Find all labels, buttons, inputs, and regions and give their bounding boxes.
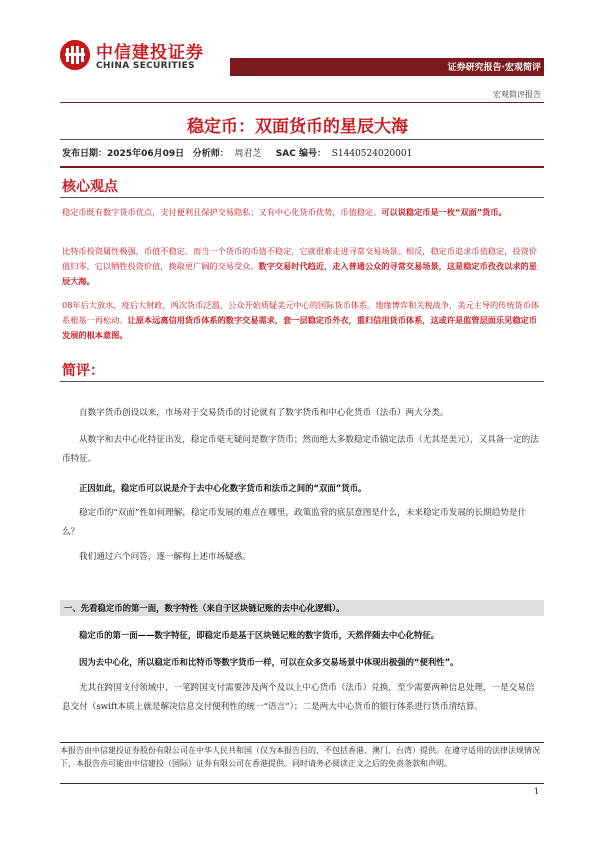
report-type-label: 宏观简评报告 — [493, 90, 541, 99]
core-p1-text: 稳定币既有数字货币优点，支付便利且保护交易隐私；又有中心化货币优势，币值稳定。 — [62, 207, 382, 217]
logo-english-name: CHINA SECURITIES — [96, 61, 195, 71]
logo-chinese-name: 中信建投证券 — [96, 43, 204, 63]
section-1-paragraph-1: 稳定币的第一面——数字特征，即稳定币是基于区块链记账的数字货币，天然伴随去中心化特征。 — [79, 630, 440, 640]
core-paragraph-1 — [62, 205, 542, 220]
core-paragraph-3 — [62, 298, 542, 343]
core-view-heading: 核心观点 — [62, 179, 118, 195]
review-paragraph-5: 我们通过六个问答，逐一解构上述市场疑惑。 — [79, 552, 251, 562]
analyst-name: 周君芝 — [234, 149, 262, 159]
footer-bottom-rule — [60, 783, 544, 784]
header-divider — [60, 102, 544, 103]
review-paragraph-3: 正因如此，稳定币可以说是介于去中心化数字货币和法币之间的“双面”货币。 — [79, 483, 367, 493]
footer-disclaimer: 本报告由中信建投证券股份有限公司在中华人民共和国（仅为本报告目的，不包括香港、澳门、台湾）提供。在遵守适用的法律法规情况下，本报告亦可能由中信建投（国际）证券有限公司在香港提供。同时请务必阅读正文之后的免责条款和声明。 — [60, 746, 540, 768]
sac-label: SAC 编号： — [275, 149, 326, 159]
core-paragraph-2 — [62, 244, 542, 289]
core-p3-emphasis: 让原本远离信用货币体系的数字交易需求，套一层稳定币外衣，重归信用货币体系，这或许是监管层面乐见稳定币发展的根本意图。 — [62, 315, 537, 340]
review-rule — [60, 381, 544, 382]
footer-top-rule — [60, 742, 544, 743]
section-1-heading: 一、先看稳定币的第一面，数字特性（来自于区块链记账的去中心化逻辑）。 — [64, 603, 345, 613]
report-meta — [62, 146, 412, 159]
review-paragraph-4: 稳定币的“双面”性如何理解，稳定币发展的难点在哪里，政策监管的底层意图是什么，未来稳定币发展的长期趋势是什么？ — [62, 508, 527, 537]
core-p2-text: 比特币投资属性极强，币值不稳定。而当一个货币的币值不稳定，它就很难走进寻常交易场景。相反，稳定币追求币值稳定，投资价值归零，它以牺牲投资价值，换取更广阔的交易受众。 — [62, 246, 537, 271]
core-p1-emphasis: 可以说稳定币是一枚“双面”货币。 — [381, 207, 507, 217]
section-1-paragraph-2: 因为去中心化，所以稳定币和比特币等数字货币一样，可以在众多交易场景中体现出极强的“便利性”。 — [79, 657, 459, 667]
meta-top-rule — [60, 139, 544, 140]
analyst-label: 分析师： — [192, 149, 229, 159]
core-p3-text: 08年后大放水，疫后大财政，两次货币泛滥，公众开始质疑美元中心的国际货币体系。地缘博弈和关税战争，美元主导的传统货币体系根基一再松动。 — [62, 300, 540, 325]
date-value: 2025年06月09日 — [107, 149, 185, 159]
sac-number: S1440524020001 — [331, 149, 413, 159]
core-p2-emphasis: 数字交易时代趋近，走入普通公众的寻常交易场景，这是稳定币孜孜以求的星辰大海。 — [62, 261, 537, 286]
page-number: 1 — [534, 787, 540, 796]
china-securities-logo-icon — [60, 40, 90, 70]
core-view-rule — [60, 197, 544, 198]
section-1-paragraph-3: 尤其在跨国支付领域中，一笔跨国支付需要涉及两个及以上中心货币（法币）兑换，至少需要两种信息处理，一是交易信息交付（swift本质上就是解决信息交付便利性的统一“语言”）；二是两大中心货币的银行体系进行货币清结算。 — [62, 683, 535, 712]
review-heading: 简评： — [62, 363, 104, 379]
review-paragraph-2: 从数字和去中心化特征出发，稳定币毫无疑问是数字货币；然而绝大多数稳定币锚定法币（尤其是美元），又具备一定的法币特征。 — [62, 435, 539, 464]
meta-bottom-rule — [60, 166, 544, 168]
report-title: 稳定币：双面货币的星辰大海 — [187, 117, 408, 137]
date-label: 发布日期： — [62, 149, 108, 159]
report-category: 证券研究报告·宏观简评 — [447, 63, 541, 73]
review-paragraph-1: 自数字货币创设以来，市场对于交易货币的讨论就有了数字货币和中心化货币（法币）两大分类。 — [79, 408, 449, 418]
